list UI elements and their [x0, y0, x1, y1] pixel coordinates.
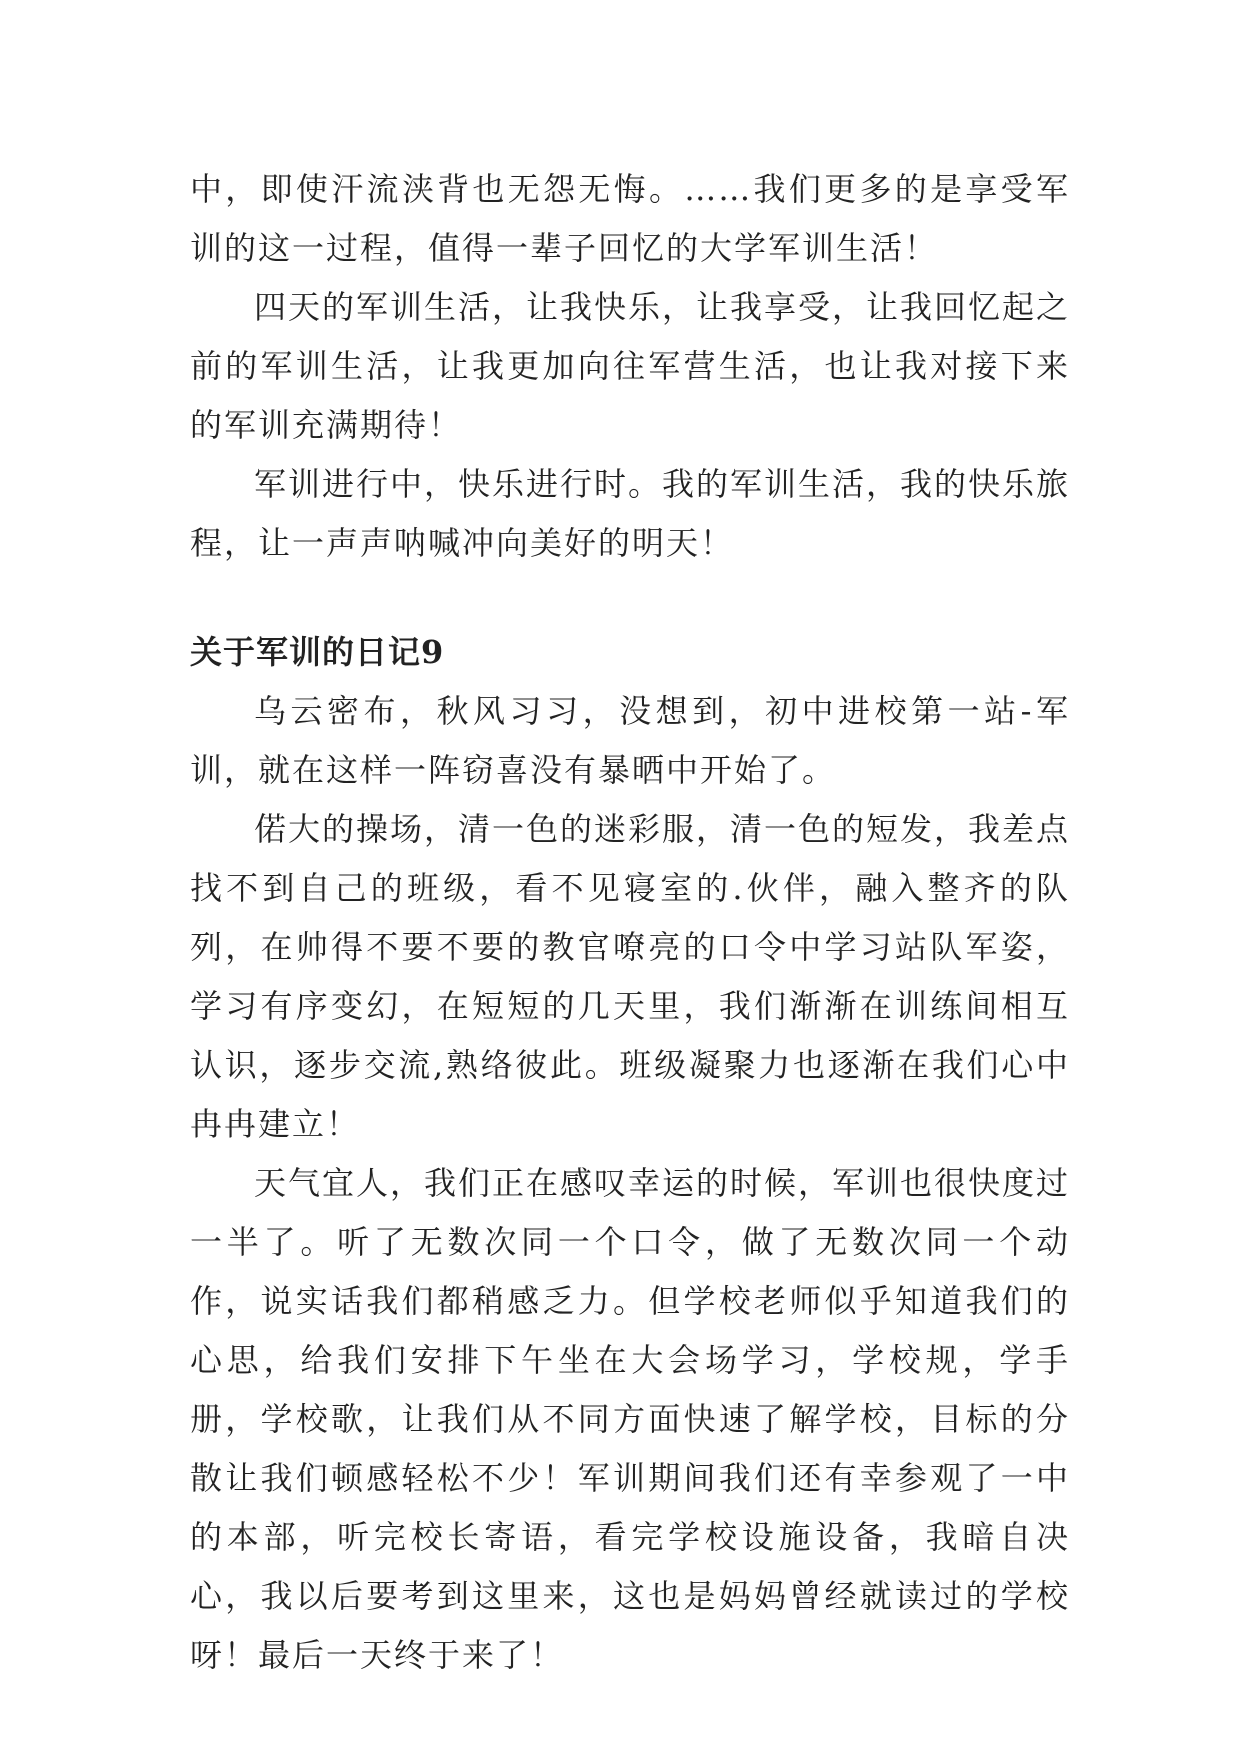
- document-body: [190, 160, 1070, 1685]
- paragraph-5: 偌大的操场，清一色的迷彩服，清一色的短发，我差点找不到自己的班级，看不见寝室的.伙伴，融入整齐的队列，在帅得不要不要的教官嘹亮的口令中学习站队军姿，学习有序变幻，在短短的几天里，我们渐渐在训练间相互认识，逐步交流,熟络彼此。班级凝聚力也逐渐在我们心中冉冉建立！: [190, 810, 1071, 1143]
- paragraph-6: 天气宜人，我们正在感叹幸运的时候，军训也很快度过一半了。听了无数次同一个口令，做了无数次同一个动作，说实话我们都稍感乏力。但学校老师似乎知道我们的心思，给我们安排下午坐在大会场学习，学校规，学手册，学校歌，让我们从不同方面快速了解学校，目标的分散让我们顿感轻松不少！军训期间我们还有幸参观了一中的本部，听完校长寄语，看完学校设施设备，我暗自决心，我以后要考到这里来，这也是妈妈曾经就读过的学校呀！最后一天终于来了！: [190, 1164, 1071, 1674]
- section-title: 关于军训的日记9: [190, 633, 445, 671]
- paragraph-2: 四天的军训生活，让我快乐，让我享受，让我回忆起之前的军训生活，让我更加向往军营生活，也让我对接下来的军训充满期待！: [190, 288, 1071, 444]
- paragraph-4: 乌云密布，秋风习习，没想到，初中进校第一站-军训，就在这样一阵窃喜没有暴晒中开始了。: [190, 692, 1070, 789]
- paragraph-3: 军训进行中，快乐进行时。我的军训生活，我的快乐旅程，让一声声呐喊冲向美好的明天！: [190, 465, 1071, 562]
- paragraph-1: 中，即使汗流浃背也无怨无悔。……我们更多的是享受军训的这一过程，值得一辈子回忆的大学军训生活！: [190, 170, 1070, 267]
